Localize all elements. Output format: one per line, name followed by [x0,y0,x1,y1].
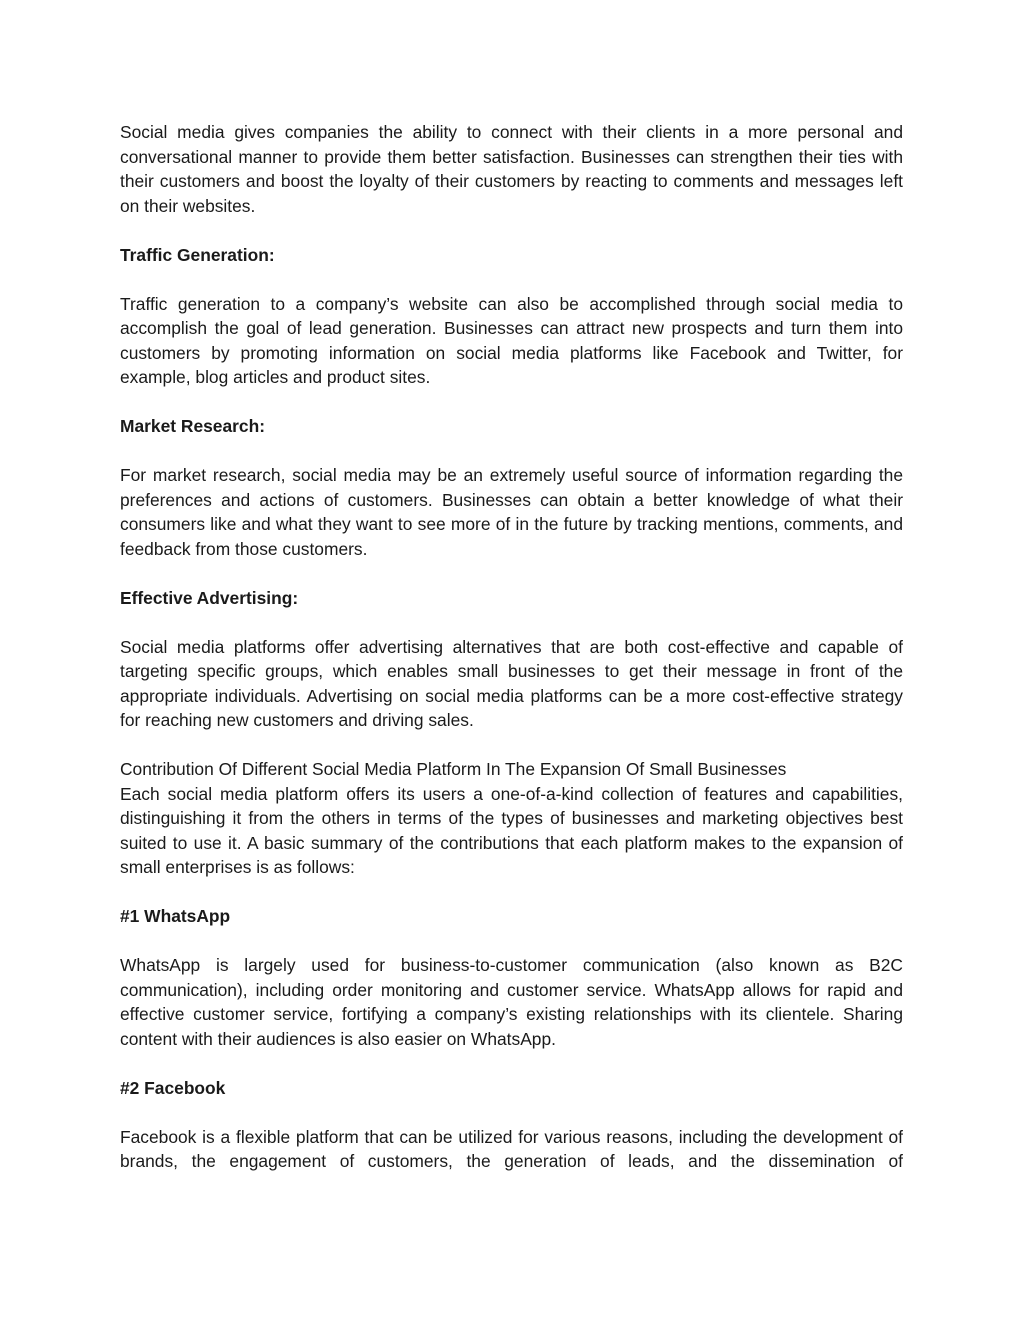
whatsapp-heading: #1 WhatsApp [120,906,231,926]
spacer [120,439,903,464]
spacer [120,880,903,905]
spacer [120,267,903,292]
contribution-title: Contribution Of Different Social Media Platform In The Expansion Of Small Businesses [120,759,787,779]
facebook-paragraph: Facebook is a flexible platform that can be utilized for various reasons, including the development of brands, the engagement of customers, the generation of leads, and the dissemination of [120,1126,903,1171]
effective-advertising-paragraph: Social media platforms offer advertising alternatives that are both cost-effective and capable of targeting specific groups, which enables small businesses to get their message in front of the appropriate individuals. Advertising on social media platforms can be a more cost-effective strategy for reaching new customers and driving sales. [120,636,903,730]
market-research-heading: Market Research: [120,416,265,436]
effective-advertising-heading: Effective Advertising: [120,587,299,608]
contribution-paragraph: Each social media platform offers its users a one-of-a-kind collection of features and capabilities, distinguishing it from the others in terms of the types of businesses and marketing objectives best suited to use it. A basic summary of the contributions that each platform makes to the expansion of small enterprises is as follows: [120,783,903,877]
facebook-heading: #2 Facebook [120,1077,226,1098]
traffic-generation-paragraph: Traffic generation to a company’s website can also be accomplished through social media to accomplish the goal of lead generation. Businesses can attract new prospects and turn them into customers by promoting information on social media platforms like Facebook and Twitter, for example, blog articles and product sites. [120,293,903,387]
spacer [120,610,903,635]
whatsapp-paragraph: WhatsApp is largely used for business-to-customer communication (also known as B2C communication), including order monitoring and customer service. WhatsApp allows for rapid and effective customer service, fortifying a company’s existing relationships with its clientele. Sharing content with their audiences is also easier on WhatsApp. [120,955,903,1049]
spacer [120,218,903,243]
spacer [120,733,903,758]
spacer [120,929,903,954]
spacer [120,390,903,415]
spacer [120,1051,903,1076]
spacer [120,561,903,586]
spacer [120,1100,903,1125]
market-research-paragraph: For market research, social media may be an extremely useful source of information regarding the preferences and actions of customers. Businesses can obtain a better knowledge of what their consumers like and what they want to see more of in the future by tracking mentions, comments, and feedback from those customers. [120,465,903,559]
document-page [120,120,903,1174]
intro-paragraph: Social media gives companies the ability to connect with their clients in a more personal and conversational manner to provide them better satisfaction. Businesses can strengthen their ties with their customers and boost the loyalty of their customers by reacting to comments and messages left on their websites. [120,122,903,216]
traffic-generation-heading: Traffic Generation: [120,244,275,265]
